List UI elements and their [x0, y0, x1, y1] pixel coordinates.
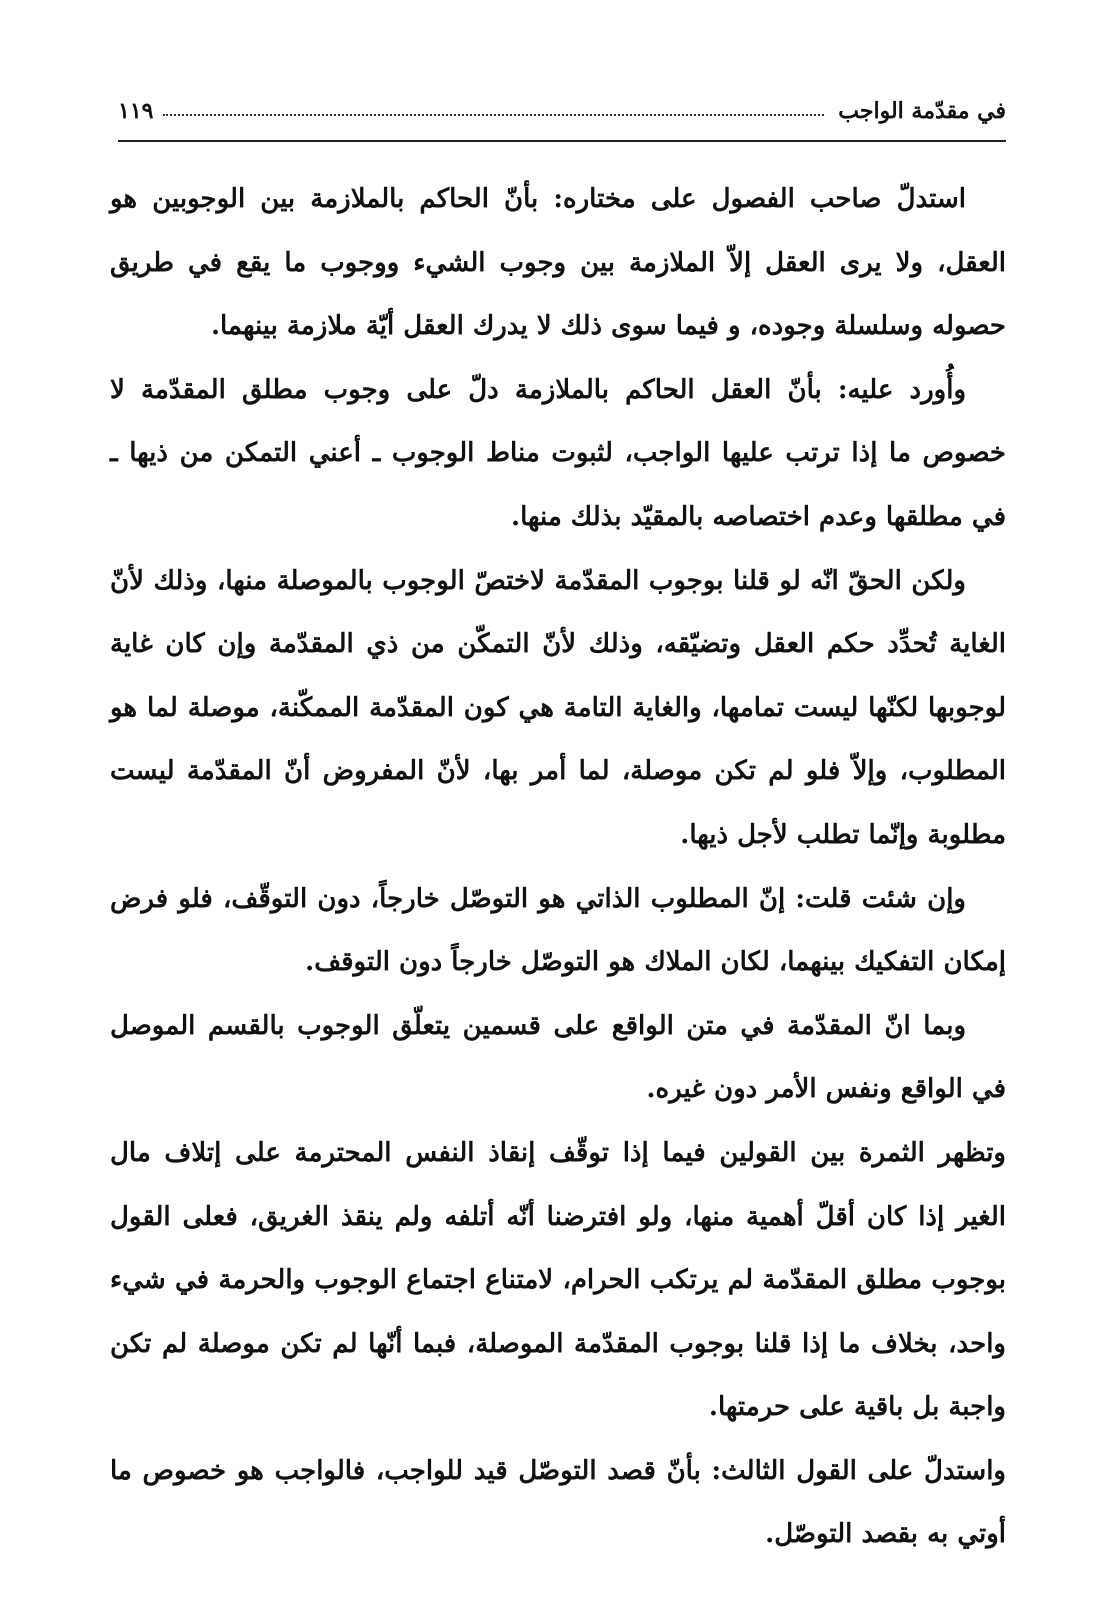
paragraph-4: وإن شئت قلت: إنّ المطلوب الذاتي هو التوصّل خارجاً، دون التوقّف، فلو فرض إمكان التفكيك بينهما، لكان الملاك هو التوصّل خارجاً دون التوقف. — [110, 883, 1006, 978]
header-dot-leader — [163, 114, 824, 116]
running-header — [118, 82, 1006, 122]
paragraph-5: وبما انّ المقدّمة في متن الواقع على قسمين يتعلّق الوجوب بالقسم الموصل في الواقع ونفس الأمر دون غيره. — [110, 1010, 1006, 1105]
header-title: في مقدّمة الواجب — [838, 98, 1006, 124]
body-text — [110, 168, 1006, 1567]
page-number: ١١٩ — [118, 98, 154, 124]
header-divider — [118, 140, 1006, 142]
paragraph-6: وتظهر الثمرة بين القولين فيما إذا توقّف إنقاذ النفس المحترمة على إتلاف مال الغير إذا كان أقلّ أهمية منها، ولو افترضنا أنّه أتلفه ولم ينقذ الغريق، فعلى القول بوجوب مطلق المقدّمة لم يرتكب الحرام، لامتناع اجتماع الوجوب والحرمة في شيء واحد، بخلاف ما إذا قلنا بوجوب المقدّمة الموصلة، فبما أنّها لم تكن موصلة لم تكن واجبة بل باقية على حرمتها. — [110, 1137, 1006, 1423]
paragraph-3: ولكن الحقّ انّه لو قلنا بوجوب المقدّمة لاختصّ الوجوب بالموصلة منها، وذلك لأنّ الغاية تُحدِّد حكم العقل وتضيّقه، وذلك لأنّ التمكّن من ذي المقدّمة وإن كان غاية لوجوبها لكنّها ليست تمامها، والغاية التامة هي كون المقدّمة الممكّنة، موصلة لما هو المطلوب، وإلاّ فلو لم تكن موصلة، لما أمر بها، لأنّ المفروض أنّ المقدّمة ليست مطلوبة وإنّما تطلب لأجل ذيها. — [110, 565, 1006, 850]
paragraph-1: استدلّ صاحب الفصول على مختاره: بأنّ الحاكم بالملازمة بين الوجوبين هو العقل، ولا يرى العقل إلاّ الملازمة بين وجوب الشيء ووجوب ما يقع في طريق حصوله وسلسلة وجوده، و فيما سوى ذلك لا يدرك العقل أيّة ملازمة بينهما. — [110, 184, 1006, 342]
paragraph-2: وأُورد عليه: بأنّ العقل الحاكم بالملازمة دلّ على وجوب مطلق المقدّمة لا خصوص ما إذا ترتب عليها الواجب، لثبوت مناط الوجوب ـ أعني التمكن من ذيها ـ في مطلقها وعدم اختصاصه بالمقيّد بذلك منها. — [110, 374, 1006, 532]
paragraph-7: واستدلّ على القول الثالث: بأنّ قصد التوصّل قيد للواجب، فالواجب هو خصوص ما أوتي به بقصد التوصّل. — [110, 1455, 1006, 1550]
